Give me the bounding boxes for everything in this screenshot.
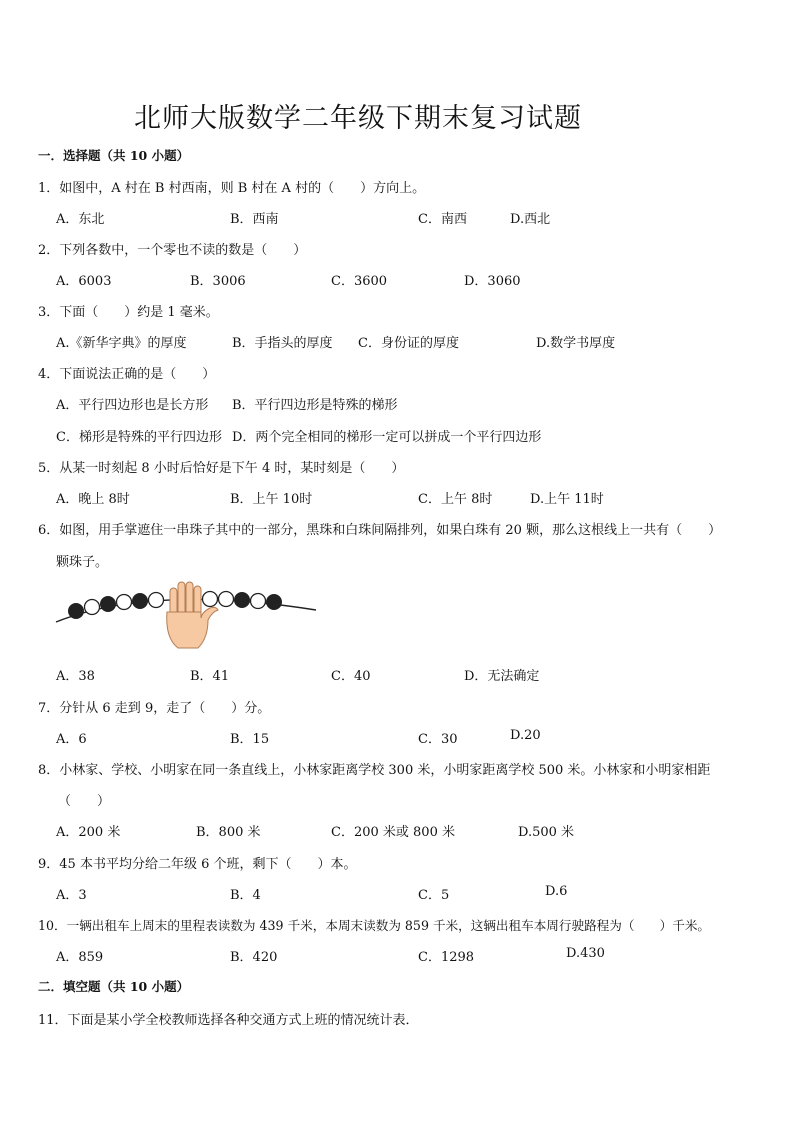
section-heading-choice: 一．选择题（共 10 小题） [38, 148, 190, 163]
bead-black [235, 593, 250, 608]
option-7a: A．6 [56, 732, 87, 747]
option-7c: C．30 [418, 732, 458, 747]
bead-white [251, 594, 266, 609]
question-1: 1．如图中，A 村在 B 村西南，则 B 村在 A 村的（ ）方向上。 [38, 181, 426, 196]
bead-black [69, 604, 84, 619]
bead-white [117, 595, 132, 610]
option-4a: A．平行四边形也是长方形 [56, 398, 209, 413]
option-10b: B．420 [230, 950, 278, 965]
option-8d: D.500 米 [518, 825, 575, 840]
option-3d: D.数学书厚度 [536, 336, 616, 351]
option-2d: D．3060 [464, 274, 521, 289]
option-6d: D．无法确定 [464, 669, 540, 684]
option-5c: C．上午 8时 [418, 492, 493, 507]
option-8b: B．800 米 [196, 825, 261, 840]
question-3: 3．下面（ ）约是 1 毫米。 [38, 305, 219, 320]
section-heading-fill: 二．填空题（共 10 小题） [38, 979, 190, 994]
option-2a: A．6003 [56, 274, 112, 289]
question-5: 5．从某一时刻起 8 小时后恰好是下午 4 时，某时刻是（ ） [38, 461, 405, 476]
option-10c: C．1298 [418, 950, 475, 965]
option-1a: A．东北 [56, 212, 105, 227]
bead-black [267, 595, 282, 610]
question-2: 2．下列各数中，一个零也不读的数是（ ） [38, 243, 307, 258]
option-2c: C．3600 [331, 274, 388, 289]
option-4d: D．两个完全相同的梯形一定可以拼成一个平行四边形 [232, 430, 542, 445]
option-4c: C．梯形是特殊的平行四边形 [56, 430, 222, 445]
option-5d: D.上午 11时 [530, 492, 604, 507]
option-10a: A．859 [56, 950, 104, 965]
question-8: 8．小林家、学校、小明家在同一条直线上，小林家距离学校 300 米，小明家距离学校 500 米。小林家和小明家相距 [38, 763, 711, 778]
question-11: 11．下面是某小学全校教师选择各种交通方式上班的情况统计表． [38, 1013, 419, 1028]
option-6b: B．41 [190, 669, 230, 684]
bead-white [219, 592, 234, 607]
option-9a: A．3 [56, 888, 87, 903]
option-5a: A．晚上 8时 [56, 492, 130, 507]
option-9b: B．4 [230, 888, 261, 903]
question-10: 10．一辆出租车上周末的里程表读数为 439 千米，本周末读数为 859 千米，这辆出租车本周行驶路程为（ ）千米。 [38, 918, 711, 933]
option-10d: D.430 [566, 946, 605, 961]
option-7d: D.20 [510, 728, 541, 743]
question-6: 6．如图，用手掌遮住一串珠子其中的一部分，黑珠和白珠间隔排列，如果白珠有 20 颗，那么这根线上一共有（ ） [38, 523, 722, 538]
option-3a: A.《新华字典》的厚度 [56, 336, 187, 351]
question-8-cont: （ ） [58, 794, 111, 809]
question-4: 4．下面说法正确的是（ ） [38, 367, 216, 382]
option-3c: C．身份证的厚度 [358, 336, 459, 351]
option-9c: C．5 [418, 888, 450, 903]
option-9d: D.6 [545, 884, 568, 899]
option-6c: C．40 [331, 669, 371, 684]
bead-black [101, 597, 116, 612]
bead-white [203, 592, 218, 607]
option-1d: D.西北 [510, 212, 551, 227]
option-6a: A．38 [56, 669, 95, 684]
bead-white [149, 593, 164, 608]
beads-hand-figure [52, 578, 322, 654]
option-1b: B．西南 [230, 212, 279, 227]
bead-white [85, 600, 100, 615]
option-7b: B．15 [230, 732, 270, 747]
option-1c: C．南西 [418, 212, 467, 227]
option-2b: B．3006 [190, 274, 246, 289]
question-9: 9．45 本书平均分给二年级 6 个班，剩下（ ）本。 [38, 857, 357, 872]
page-title: 北师大版数学二年级下期末复习试题 [134, 103, 582, 134]
option-3b: B．手指头的厚度 [232, 336, 333, 351]
bead-black [133, 594, 148, 609]
option-5b: B．上午 10时 [230, 492, 313, 507]
option-8c: C．200 米或 800 米 [331, 825, 455, 840]
option-4b: B．平行四边形是特殊的梯形 [232, 398, 398, 413]
question-7: 7．分针从 6 走到 9，走了（ ）分。 [38, 701, 271, 716]
question-6-cont: 颗珠子。 [56, 555, 109, 570]
option-8a: A．200 米 [56, 825, 121, 840]
